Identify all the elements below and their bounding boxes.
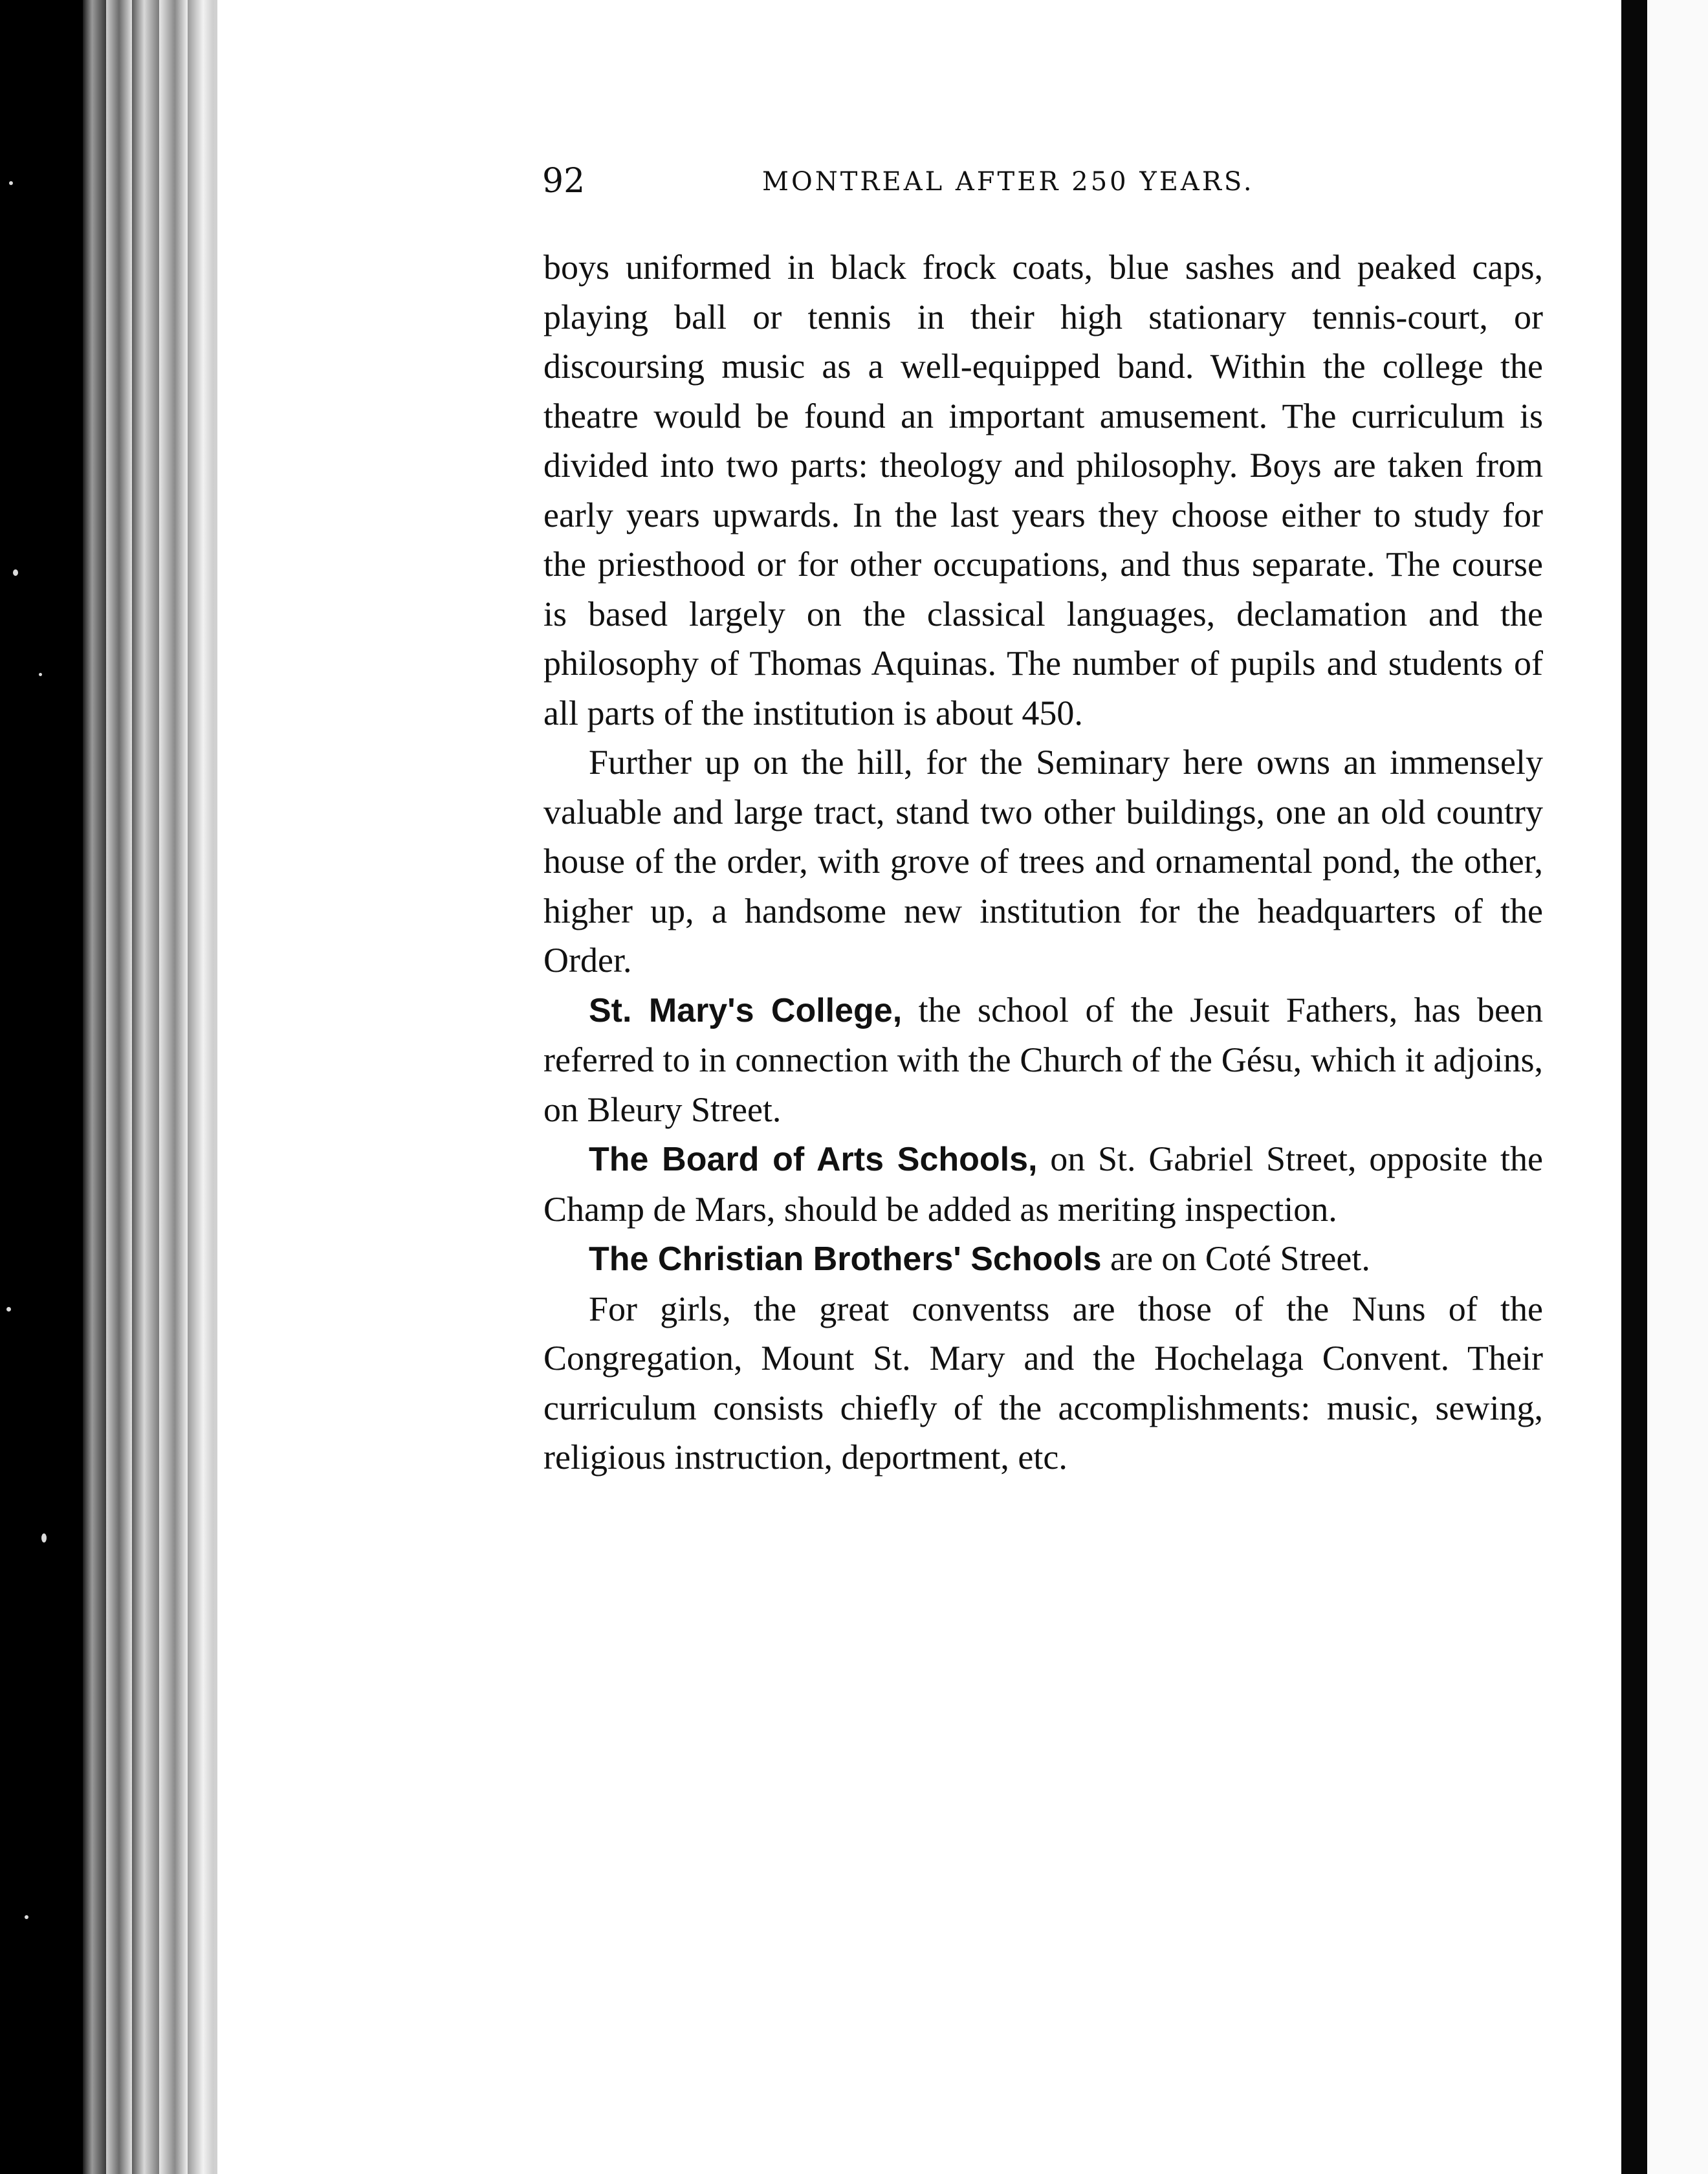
paragraph-text: Further up on the hill, for the Seminary here owns an immensely valuable and large tract, stand two other buildings, one an old country house of the order, with grove of trees and ornamental pond, the other, higher up, a handsome new institution for the headquarters of the Order. <box>543 743 1543 980</box>
paragraph-text: on St. Gabriel Street, opposite the Champ de Mars, should be added as meriting inspection. <box>543 1139 1543 1229</box>
page-edge <box>159 0 188 2174</box>
section-heading: The Christian Brothers' Schools <box>589 1240 1102 1278</box>
running-title: MONTREAL AFTER 250 YEARS. <box>762 167 1254 197</box>
page-edge <box>132 0 159 2174</box>
facing-page-edge <box>1647 0 1708 2174</box>
section-heading: The Board of Arts Schools, <box>589 1141 1038 1178</box>
page-edge <box>83 0 106 2174</box>
scan-speck <box>9 181 13 185</box>
paragraph <box>543 243 1543 738</box>
paragraph-text: boys uniformed in black frock coats, blue sashes and peaked caps, playing ball or tennis in their high stationary tennis-court, or discoursing music as a well-equipped band. Within the college the theatre would be found an important amusement. The curriculum is divided into two parts: theology and philosophy. Boys are taken from early years upwards. In the last years they choose either to study for the priesthood or for other occupations, and thus separate. The course is based largely on the classical languages, declamation and the philosophy of Thomas Aquinas. The number of pupils and students of all parts of the institution is about 450. <box>543 248 1543 732</box>
scan-speck <box>41 1533 47 1543</box>
paragraph <box>543 1284 1543 1482</box>
paragraph-text: For girls, the great conventss are those of the Nuns of the Congregation, Mount St. Mary and the Hochelaga Convent. Their curriculum consists chiefly of the accomplishments: music, sewing, religious instruction, deportment, etc. <box>543 1289 1543 1477</box>
scan-speck <box>13 569 18 576</box>
scan-speck <box>25 1915 28 1919</box>
paragraph-text: are on Coté Street. <box>1101 1239 1370 1278</box>
running-head <box>542 162 1325 214</box>
scan-speck <box>39 673 42 676</box>
page-edge <box>106 0 132 2174</box>
body-text <box>543 243 1543 1482</box>
paragraph <box>543 985 1543 1135</box>
page-edge <box>188 0 214 2174</box>
page-number: 92 <box>542 162 586 201</box>
section-heading: St. Mary's College, <box>589 991 903 1029</box>
paragraph <box>543 738 1543 985</box>
scan-speck <box>6 1307 11 1312</box>
paragraph-text: the school of the Jesuit Fathers, has been referred to in connection with the Church of the Gésu, which it adjoins, on Bleury Street. <box>543 990 1543 1129</box>
page-gutter-right <box>1621 0 1647 2174</box>
paragraph <box>543 1134 1543 1234</box>
paragraph <box>543 1234 1543 1284</box>
